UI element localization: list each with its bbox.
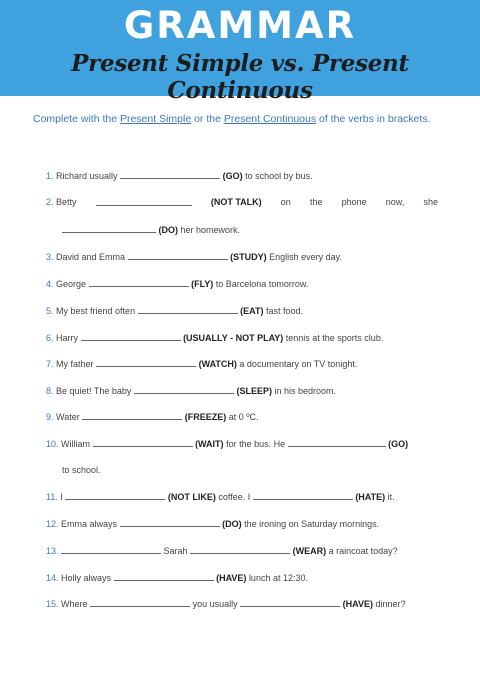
item-text: I [60, 492, 63, 502]
exercise-item-5 [46, 305, 438, 316]
item-text: you usually [192, 599, 238, 609]
item-text: Emma always [61, 519, 118, 529]
item-number: 10. [46, 439, 59, 449]
answer-blank[interactable] [81, 332, 181, 341]
item-text: phone [341, 197, 367, 207]
verb-hint: (NOT LIKE) [167, 492, 216, 502]
exercise-item-13 [46, 545, 438, 556]
verb-hint: (EAT) [240, 306, 264, 316]
item-text: Harry [56, 333, 79, 343]
item-number: 15. [46, 599, 59, 609]
exercise-item-7 [46, 358, 438, 369]
item-number: 4. [46, 279, 54, 289]
answer-blank[interactable] [89, 278, 189, 287]
exercise-item-11 [46, 491, 438, 502]
item-text: English every day. [269, 252, 342, 262]
answer-blank[interactable] [93, 438, 193, 447]
answer-blank[interactable] [128, 251, 228, 260]
verb-hint: (HAVE) [216, 573, 247, 583]
item-number: 9. [46, 412, 54, 422]
item-number: 6. [46, 333, 54, 343]
page-subtitle: Present Simple vs. Present Continuous [71, 50, 409, 104]
verb-hint: (DO) [222, 519, 242, 529]
item-number: 1. [46, 171, 54, 181]
item-text: lunch at 12:30. [248, 573, 308, 583]
answer-blank[interactable] [96, 197, 192, 206]
answer-blank[interactable] [65, 491, 165, 500]
item-text: she [423, 197, 438, 207]
exercise-item-3 [46, 251, 438, 262]
item-text: the [309, 197, 323, 207]
answer-blank[interactable] [138, 305, 238, 314]
exercise-item-15 [46, 598, 438, 609]
item-text: William [61, 439, 91, 449]
header-banner [0, 0, 480, 104]
answer-blank[interactable] [90, 598, 190, 607]
verb-hint: (USUALLY - NOT PLAY) [183, 333, 284, 343]
item-text: her homework. [180, 225, 241, 235]
item-text: Holly always [61, 573, 112, 583]
exercise-item-2 [46, 197, 438, 207]
answer-blank[interactable] [82, 411, 182, 420]
item-text: to school by bus. [245, 171, 313, 181]
item-text: David and Emma [56, 252, 126, 262]
exercise-item-14 [46, 572, 438, 583]
item-text: in his bedroom. [274, 386, 337, 396]
item-text: to Barcelona tomorrow. [215, 279, 309, 289]
item-text: Water [56, 412, 80, 422]
answer-blank[interactable] [253, 491, 353, 500]
answer-blank[interactable] [288, 438, 386, 447]
verb-hint: (HAVE) [342, 599, 373, 609]
item-text: George [56, 279, 87, 289]
item-number: 13. [46, 546, 59, 556]
item-text: Sarah [163, 546, 188, 556]
verb-hint: (FLY) [191, 279, 214, 289]
answer-blank[interactable] [134, 385, 234, 394]
item-text: fast food. [265, 306, 303, 316]
verb-hint: (WATCH) [198, 359, 237, 369]
item-text: now, [385, 197, 405, 207]
verb-hint: (WEAR) [292, 546, 327, 556]
item-number: 14. [46, 573, 59, 583]
item-number: 8. [46, 386, 54, 396]
exercise-item-12 [46, 518, 438, 529]
answer-blank[interactable] [120, 518, 220, 527]
item-number: 3. [46, 252, 54, 262]
answer-blank[interactable] [190, 545, 290, 554]
exercise-item-10 [46, 438, 438, 449]
verb-hint: (SLEEP) [236, 386, 272, 396]
answer-blank[interactable] [120, 170, 220, 179]
verb-hint: (FREEZE) [184, 412, 227, 422]
item-text: it. [387, 492, 395, 502]
exercise-item-1 [46, 170, 438, 181]
verb-hint: (GO) [222, 171, 243, 181]
exercise-item-4 [46, 278, 438, 289]
present-continuous-term: Present Continuous [223, 113, 317, 125]
verb-hint: (NOT TALK) [210, 197, 262, 207]
exercise-item-2-cont [62, 224, 454, 235]
instructions [33, 107, 443, 131]
answer-blank[interactable] [96, 358, 196, 367]
item-text: My best friend often [56, 306, 136, 316]
item-text: Richard usually [56, 171, 118, 181]
item-text: a documentary on TV tonight. [239, 359, 358, 369]
instructions-text: Complete with the [33, 113, 120, 125]
item-text: the ironing on Saturday mornings. [244, 519, 380, 529]
verb-hint: (STUDY) [230, 252, 267, 262]
item-text: My father [56, 359, 94, 369]
item-number: 2. [46, 197, 54, 207]
item-number: 7. [46, 359, 54, 369]
present-simple-term: Present Simple [119, 113, 192, 125]
item-number: 12. [46, 519, 59, 529]
item-text: for the bus. He [226, 439, 286, 449]
answer-blank[interactable] [240, 598, 340, 607]
item-number: 11. [46, 492, 58, 502]
instructions-text: of the verbs in brackets. [316, 113, 431, 125]
item-text: Where [61, 599, 88, 609]
item-text: to school. [62, 465, 101, 475]
item-text: coffee. I [218, 492, 251, 502]
item-text: Be quiet! The baby [56, 386, 132, 396]
exercise-item-9 [46, 411, 438, 422]
item-text: at 0 ºC. [228, 412, 259, 422]
exercise-item-6 [46, 332, 438, 343]
answer-blank[interactable] [61, 545, 161, 554]
item-text: on [280, 197, 291, 207]
item-text: a raincoat today? [328, 546, 398, 556]
instructions-text: or the [191, 113, 224, 125]
answer-blank[interactable] [62, 224, 156, 233]
exercise-item-8 [46, 385, 438, 396]
exercise-item-10-cont [62, 465, 454, 475]
item-number: 5. [46, 306, 54, 316]
verb-hint: (GO) [388, 439, 409, 449]
answer-blank[interactable] [114, 572, 214, 581]
item-text: Betty [56, 197, 77, 207]
item-text: dinner? [375, 599, 406, 609]
verb-hint: (DO) [158, 225, 179, 235]
verb-hint: (HATE) [355, 492, 386, 502]
item-text: tennis at the sports club. [285, 333, 384, 343]
verb-hint: (WAIT) [195, 439, 224, 449]
page-title: GRAMMAR [123, 4, 357, 47]
